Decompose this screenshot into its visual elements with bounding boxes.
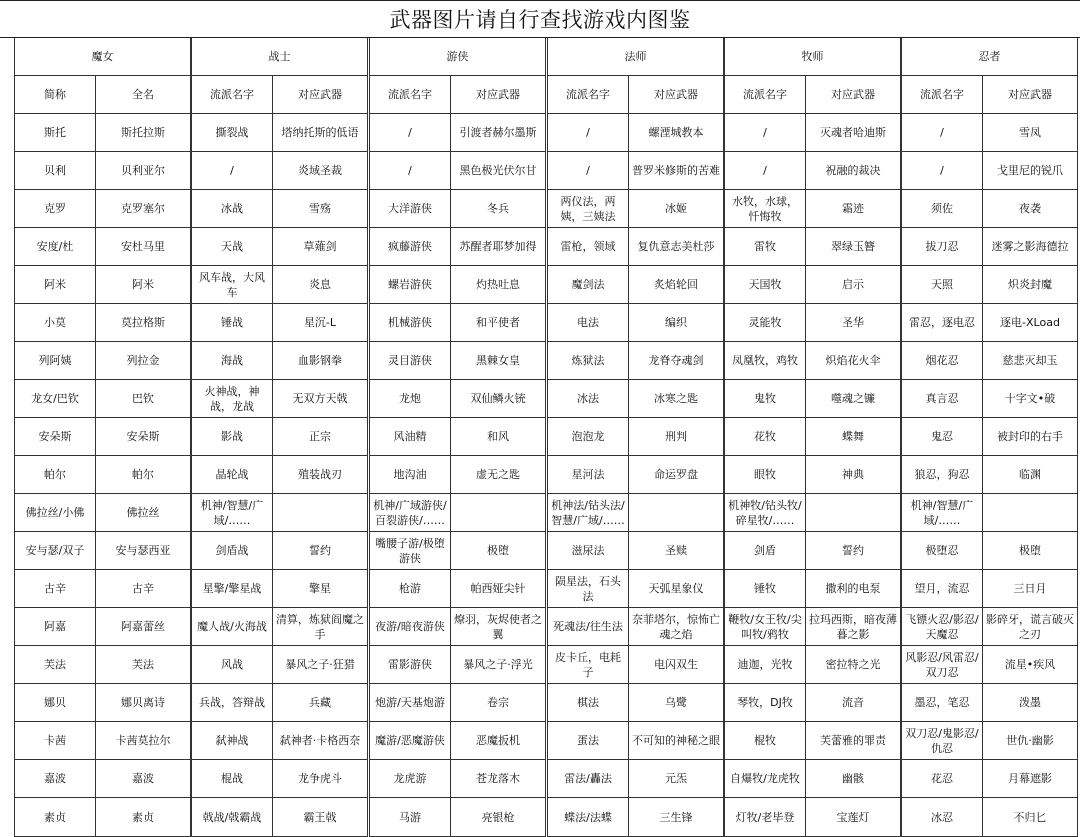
table-cell-name: 娜贝 [14, 684, 96, 722]
table-cell-name: 皮卡丘，电耗子 [547, 646, 629, 684]
table-cell-weapon: 泼墨 [983, 684, 1078, 722]
table-cell-name: 撕裂战 [191, 114, 273, 152]
table-cell-weapon: 恶魔扳机 [451, 722, 546, 760]
column-header: 简称 [14, 76, 96, 114]
table-cell-weapon: 慈悲灭却玉 [983, 342, 1078, 380]
table-cell-weapon: 三生锋 [629, 798, 724, 837]
table-cell-weapon: 嘉波 [96, 760, 191, 798]
table-cell-weapon: 三日月 [983, 570, 1078, 608]
table-cell-name: 冰法 [547, 380, 629, 418]
table-cell-weapon: 暴风之子·浮光 [451, 646, 546, 684]
table-cell-name: 灵目游侠 [369, 342, 451, 380]
table-cell-name: 雷枪，领域 [547, 228, 629, 266]
table-cell-weapon: 复仇意志美杜莎 [629, 228, 724, 266]
group-header-4: 牧师 [724, 38, 901, 76]
table-cell-weapon: 炙焰轮回 [629, 266, 724, 304]
table-cell-weapon: 佛拉丝 [96, 494, 191, 532]
table-cell-name: 锤牧 [724, 570, 806, 608]
table-cell-name: 星擎/擎星战 [191, 570, 273, 608]
table-cell-weapon: 列拉金 [96, 342, 191, 380]
table-cell-name: 雷牧 [724, 228, 806, 266]
table-cell-name: 棍战 [191, 760, 273, 798]
table-cell-name: 天照 [901, 266, 983, 304]
table-cell-name: / [369, 152, 451, 190]
table-cell-weapon: 圣华 [806, 304, 901, 342]
table-cell-weapon: 卷宗 [451, 684, 546, 722]
table-cell-name: 须佐 [901, 190, 983, 228]
table-cell-weapon: 安与瑟西亚 [96, 532, 191, 570]
table-cell-name: 雷法/轟法 [547, 760, 629, 798]
table-cell-weapon: 被封印的右手 [983, 418, 1078, 456]
table-cell-weapon: 巴钦 [96, 380, 191, 418]
table-cell-name: / [901, 114, 983, 152]
table-cell-name: 炼狱法 [547, 342, 629, 380]
table-cell-name: 影战 [191, 418, 273, 456]
group-header-5: 忍者 [901, 38, 1078, 76]
page-title: 武器图片请自行查找游戏内图鉴 [0, 0, 1080, 38]
table-cell-weapon: 引渡者赫尔墨斯 [451, 114, 546, 152]
table-cell-weapon: 启示 [806, 266, 901, 304]
table-cell-name: 小莫 [14, 304, 96, 342]
table-cell-weapon: 炽炎封魔 [983, 266, 1078, 304]
table-cell-weapon: 迷雾之影海德拉 [983, 228, 1078, 266]
table-cell-weapon: 古辛 [96, 570, 191, 608]
table-cell-name: 天国牧 [724, 266, 806, 304]
table-cell-weapon: 圣赎 [629, 532, 724, 570]
table-cell-weapon: 极堕 [983, 532, 1078, 570]
table-cell-name: 魔剑法 [547, 266, 629, 304]
table-cell-name: 龙女/巴钦 [14, 380, 96, 418]
table-cell-weapon: 神典 [806, 456, 901, 494]
table-cell-weapon: 拉玛西斯，暗夜薄暮之影 [806, 608, 901, 646]
table-cell-weapon: 誓约 [806, 532, 901, 570]
table-cell-weapon: 元炁 [629, 760, 724, 798]
table-cell-weapon: 祝融的裁决 [806, 152, 901, 190]
table-cell-name: 机械游侠 [369, 304, 451, 342]
table-cell-weapon: 灼热吐息 [451, 266, 546, 304]
column-header: 对应武器 [806, 76, 901, 114]
table-cell-weapon: 芙法 [96, 646, 191, 684]
table-cell-name: 机神牧/钻头牧/碎星牧/…… [724, 494, 806, 532]
table-cell-name: 大洋游侠 [369, 190, 451, 228]
table-cell-name: 死魂法/往生法 [547, 608, 629, 646]
table-cell-name: / [901, 152, 983, 190]
table-cell-name: 滋尿法 [547, 532, 629, 570]
table-cell-name: 鬼牧 [724, 380, 806, 418]
table-cell-name: 双刀忍/鬼影忍/仇忍 [901, 722, 983, 760]
table-cell-weapon: 和风 [451, 418, 546, 456]
table-cell-weapon: 亮银枪 [451, 798, 546, 837]
table-cell-weapon: 娜贝离诗 [96, 684, 191, 722]
table-cell-name: 马游 [369, 798, 451, 837]
table-cell-name: 疯藤游侠 [369, 228, 451, 266]
table-cell-name: 安与瑟/双子 [14, 532, 96, 570]
table-cell-name: 鬼忍 [901, 418, 983, 456]
table-cell-weapon: 炎域圣裁 [273, 152, 368, 190]
table-cell-name: 安朵斯 [14, 418, 96, 456]
table-cell-name: 龙虎游 [369, 760, 451, 798]
table-cell-name: 拔刀忍 [901, 228, 983, 266]
table-cell-weapon: 炎息 [273, 266, 368, 304]
group-header-0: 魔女 [14, 38, 191, 76]
table-cell-name: 冰战 [191, 190, 273, 228]
table-cell-name: 鞭牧/女王牧/尖叫牧/鸦牧 [724, 608, 806, 646]
group-header-1: 战士 [191, 38, 368, 76]
table-cell-name: 电法 [547, 304, 629, 342]
table-cell-name: 地沟油 [369, 456, 451, 494]
table-cell-name: / [724, 152, 806, 190]
table-cell-weapon: 莫拉格斯 [96, 304, 191, 342]
table-cell-weapon: 奈菲塔尔，惊怖亡魂之焰 [629, 608, 724, 646]
table-cell-name: 克罗 [14, 190, 96, 228]
table-cell-name: 剑盾战 [191, 532, 273, 570]
table-cell-name: 灵能牧 [724, 304, 806, 342]
table-cell-weapon [983, 494, 1078, 532]
column-header: 流派名字 [369, 76, 451, 114]
table-cell-weapon: 夜袭 [983, 190, 1078, 228]
table-cell-weapon: 临渊 [983, 456, 1078, 494]
table-cell-name: 魔人战/火海战 [191, 608, 273, 646]
table-cell-weapon: 阿嘉蕾丝 [96, 608, 191, 646]
table-cell-name: 素贞 [14, 798, 96, 837]
table-cell-weapon: 炽焰花火伞 [806, 342, 901, 380]
table-cell-weapon [806, 494, 901, 532]
table-cell-weapon: 命运罗盘 [629, 456, 724, 494]
table-cell-name: 风战 [191, 646, 273, 684]
table-cell-name: 剑盾 [724, 532, 806, 570]
table-cell-weapon: 雪殇 [273, 190, 368, 228]
table-cell-weapon: 编织 [629, 304, 724, 342]
table-cell-weapon: 素贞 [96, 798, 191, 837]
table-cell-name: 棍牧 [724, 722, 806, 760]
table-cell-name: 水牧，水球，忏悔牧 [724, 190, 806, 228]
table-cell-name: 帕尔 [14, 456, 96, 494]
table-cell-name: 棋法 [547, 684, 629, 722]
table-cell-name: 芙法 [14, 646, 96, 684]
table-cell-weapon: 暴风之子·狂猎 [273, 646, 368, 684]
table-cell-name: / [369, 114, 451, 152]
table-cell-name: 雷影游侠 [369, 646, 451, 684]
table-cell-name: 嘴腰子游/极堕游侠 [369, 532, 451, 570]
table-cell-weapon: 黑棘女皇 [451, 342, 546, 380]
table-cell-weapon: 正宗 [273, 418, 368, 456]
table-cell-weapon: 影碎牙，谎言破灭之刃 [983, 608, 1078, 646]
table-cell-weapon: 冬兵 [451, 190, 546, 228]
table-cell-weapon: 卡茜莫拉尔 [96, 722, 191, 760]
table-cell-weapon: 苏醒者耶梦加得 [451, 228, 546, 266]
table-cell-name: 锤战 [191, 304, 273, 342]
column-header: 对应武器 [983, 76, 1078, 114]
table-cell-name: 卡茜 [14, 722, 96, 760]
table-cell-name: 阿米 [14, 266, 96, 304]
table-cell-weapon: 极堕 [451, 532, 546, 570]
table-cell-weapon: 天弧星象仪 [629, 570, 724, 608]
table-cell-name: 枪游 [369, 570, 451, 608]
table-cell-weapon: 芙蕾雅的罪责 [806, 722, 901, 760]
table-cell-name: 安度/杜 [14, 228, 96, 266]
table-cell-weapon: 翠绿玉簪 [806, 228, 901, 266]
table-cell-weapon: 双仙鳞火铳 [451, 380, 546, 418]
table-cell-name: 风油精 [369, 418, 451, 456]
table-cell-name: 两仪法，两姨，三姨法 [547, 190, 629, 228]
table-cell-name: 冰忍 [901, 798, 983, 837]
table-cell-weapon: 贝利亚尔 [96, 152, 191, 190]
table-cell-weapon: 擎星 [273, 570, 368, 608]
table-cell-weapon: 流音 [806, 684, 901, 722]
table-cell-name: 飞镖火忍/影忍/天魔忍 [901, 608, 983, 646]
column-header: 对应武器 [451, 76, 546, 114]
table-cell-weapon: 龙争虎斗 [273, 760, 368, 798]
table-cell-name: 魔游/恶魔游侠 [369, 722, 451, 760]
table-cell-name: 海战 [191, 342, 273, 380]
table-cell-name: 琴牧，DJ牧 [724, 684, 806, 722]
table-cell-name: 花牧 [724, 418, 806, 456]
table-cell-weapon: 清算，炼狱阎魔之手 [273, 608, 368, 646]
table-cell-name: 龙炮 [369, 380, 451, 418]
table-cell-name: 风影忍/风雷忍/双刀忍 [901, 646, 983, 684]
table-cell-weapon: 草薙剑 [273, 228, 368, 266]
table-cell-weapon [451, 494, 546, 532]
table-cell-name: 泡泡龙 [547, 418, 629, 456]
table-cell-name: / [547, 114, 629, 152]
table-cell-name: 贝利 [14, 152, 96, 190]
table-cell-name: 阿嘉 [14, 608, 96, 646]
table-cell-weapon: 月幕遮影 [983, 760, 1078, 798]
table-cell-weapon: 星沉-L [273, 304, 368, 342]
table-cell-name: 机神法/钻头法/智慧/广域/…… [547, 494, 629, 532]
table-cell-name: 夜游/暗夜游侠 [369, 608, 451, 646]
table-cell-name: 狼忍，狗忍 [901, 456, 983, 494]
table-cell-weapon: 燎羽，灰烬使者之翼 [451, 608, 546, 646]
table-cell-weapon: 苍龙落木 [451, 760, 546, 798]
table-cell-weapon: 不归匕 [983, 798, 1078, 837]
table-cell-name: 蛋法 [547, 722, 629, 760]
table-cell-weapon: 逐电-XLoad [983, 304, 1078, 342]
table-cell-weapon: 乌鹭 [629, 684, 724, 722]
table-cell-weapon: 密拉特之光 [806, 646, 901, 684]
table-cell-weapon: 流星•疾风 [983, 646, 1078, 684]
table-cell-name: 望月，流忍 [901, 570, 983, 608]
table-cell-weapon: 阿米 [96, 266, 191, 304]
table-cell-weapon: 刑判 [629, 418, 724, 456]
weapon-table [0, 38, 1080, 837]
table-cell-name: 迪迦，光牧 [724, 646, 806, 684]
table-cell-weapon: 幽骸 [806, 760, 901, 798]
table-cell-weapon: 灭魂者哈迪斯 [806, 114, 901, 152]
table-cell-name: 螺岩游侠 [369, 266, 451, 304]
table-cell-name: / [547, 152, 629, 190]
table-cell-weapon: 塔纳托斯的低语 [273, 114, 368, 152]
table-cell-weapon: 撒利的电泵 [806, 570, 901, 608]
table-cell-name: 凤凰牧，鸡牧 [724, 342, 806, 380]
table-cell-weapon: 和平使者 [451, 304, 546, 342]
table-cell-name: 极堕忍 [901, 532, 983, 570]
column-header: 流派名字 [724, 76, 806, 114]
table-cell-weapon: 霜迹 [806, 190, 901, 228]
table-cell-name: 真言忍 [901, 380, 983, 418]
table-cell-name: 花忍 [901, 760, 983, 798]
table-cell-name: 佛拉丝/小佛 [14, 494, 96, 532]
column-header: 全名 [96, 76, 191, 114]
table-cell-weapon: 克罗塞尔 [96, 190, 191, 228]
table-cell-name: 晶轮战 [191, 456, 273, 494]
column-header: 对应武器 [273, 76, 368, 114]
table-cell-name: 雷忍，逐电忍 [901, 304, 983, 342]
table-cell-weapon: 誓约 [273, 532, 368, 570]
table-cell-name: 弑神战 [191, 722, 273, 760]
table-cell-weapon: 帕西娅尖针 [451, 570, 546, 608]
table-cell-name: 墨忍，笔忍 [901, 684, 983, 722]
table-cell-name: / [724, 114, 806, 152]
table-cell-weapon [629, 494, 724, 532]
table-cell-weapon: 电闪双生 [629, 646, 724, 684]
table-cell-name: 列阿姨 [14, 342, 96, 380]
table-cell-name: 眼牧 [724, 456, 806, 494]
table-cell-weapon: 世仇·幽影 [983, 722, 1078, 760]
table-cell-weapon: 斯托拉斯 [96, 114, 191, 152]
table-cell-name: 天战 [191, 228, 273, 266]
table-cell-weapon: 冰寒之匙 [629, 380, 724, 418]
table-cell-weapon: 无双方天戟 [273, 380, 368, 418]
table-cell-name: 蝶法/法蝶 [547, 798, 629, 837]
table-cell-name: 烟花忍 [901, 342, 983, 380]
table-cell-weapon: 不可知的神秘之眼 [629, 722, 724, 760]
table-cell-weapon: 兵藏 [273, 684, 368, 722]
table-cell-weapon: 蝶舞 [806, 418, 901, 456]
table-cell-weapon: 安朵斯 [96, 418, 191, 456]
table-cell-name: 炮游/天基炮游 [369, 684, 451, 722]
table-cell-name: 机神/智慧/广域/…… [191, 494, 273, 532]
table-cell-name: 风车战，大风车 [191, 266, 273, 304]
table-cell-weapon: 安杜马里 [96, 228, 191, 266]
table-cell-name: 兵战，答辩战 [191, 684, 273, 722]
table-cell-name: 戟战/戟霸战 [191, 798, 273, 837]
table-cell-name: 斯托 [14, 114, 96, 152]
table-cell-weapon [273, 494, 368, 532]
table-cell-name: 机神/智慧/广域/…… [901, 494, 983, 532]
table-cell-weapon: 弑神者·卡格西奈 [273, 722, 368, 760]
table-cell-name: 嘉波 [14, 760, 96, 798]
table-cell-weapon: 虚无之匙 [451, 456, 546, 494]
table-cell-name: 自爆牧/龙虎牧 [724, 760, 806, 798]
column-header: 流派名字 [191, 76, 273, 114]
table-cell-name: 陨星法，石头法 [547, 570, 629, 608]
table-cell-weapon: 普罗米修斯的苦难 [629, 152, 724, 190]
table-cell-weapon: 龙脊夺魂剑 [629, 342, 724, 380]
group-header-2: 游侠 [369, 38, 546, 76]
column-header: 流派名字 [547, 76, 629, 114]
table-cell-weapon: 噬魂之镰 [806, 380, 901, 418]
table-cell-name: / [191, 152, 273, 190]
table-cell-name: 灯牧/老毕登 [724, 798, 806, 837]
table-cell-weapon: 宝莲灯 [806, 798, 901, 837]
table-cell-weapon: 螺湮城教本 [629, 114, 724, 152]
table-cell-weapon: 冰姬 [629, 190, 724, 228]
table-cell-weapon: 黑色极光伏尔甘 [451, 152, 546, 190]
table-cell-weapon: 霸王戟 [273, 798, 368, 837]
table-cell-weapon: 雪凤 [983, 114, 1078, 152]
group-header-3: 法师 [547, 38, 724, 76]
table-cell-name: 机神/广域游侠/百裂游侠/…… [369, 494, 451, 532]
table-cell-name: 古辛 [14, 570, 96, 608]
table-cell-weapon: 血影钢拳 [273, 342, 368, 380]
table-cell-name: 星河法 [547, 456, 629, 494]
table-cell-weapon: 十字文•破 [983, 380, 1078, 418]
table-cell-weapon: 帕尔 [96, 456, 191, 494]
column-header: 对应武器 [629, 76, 724, 114]
table-cell-weapon: 戈里尼的锐爪 [983, 152, 1078, 190]
table-cell-weapon: 殖装战刃 [273, 456, 368, 494]
table-cell-name: 火神战，神战，龙战 [191, 380, 273, 418]
column-header: 流派名字 [901, 76, 983, 114]
